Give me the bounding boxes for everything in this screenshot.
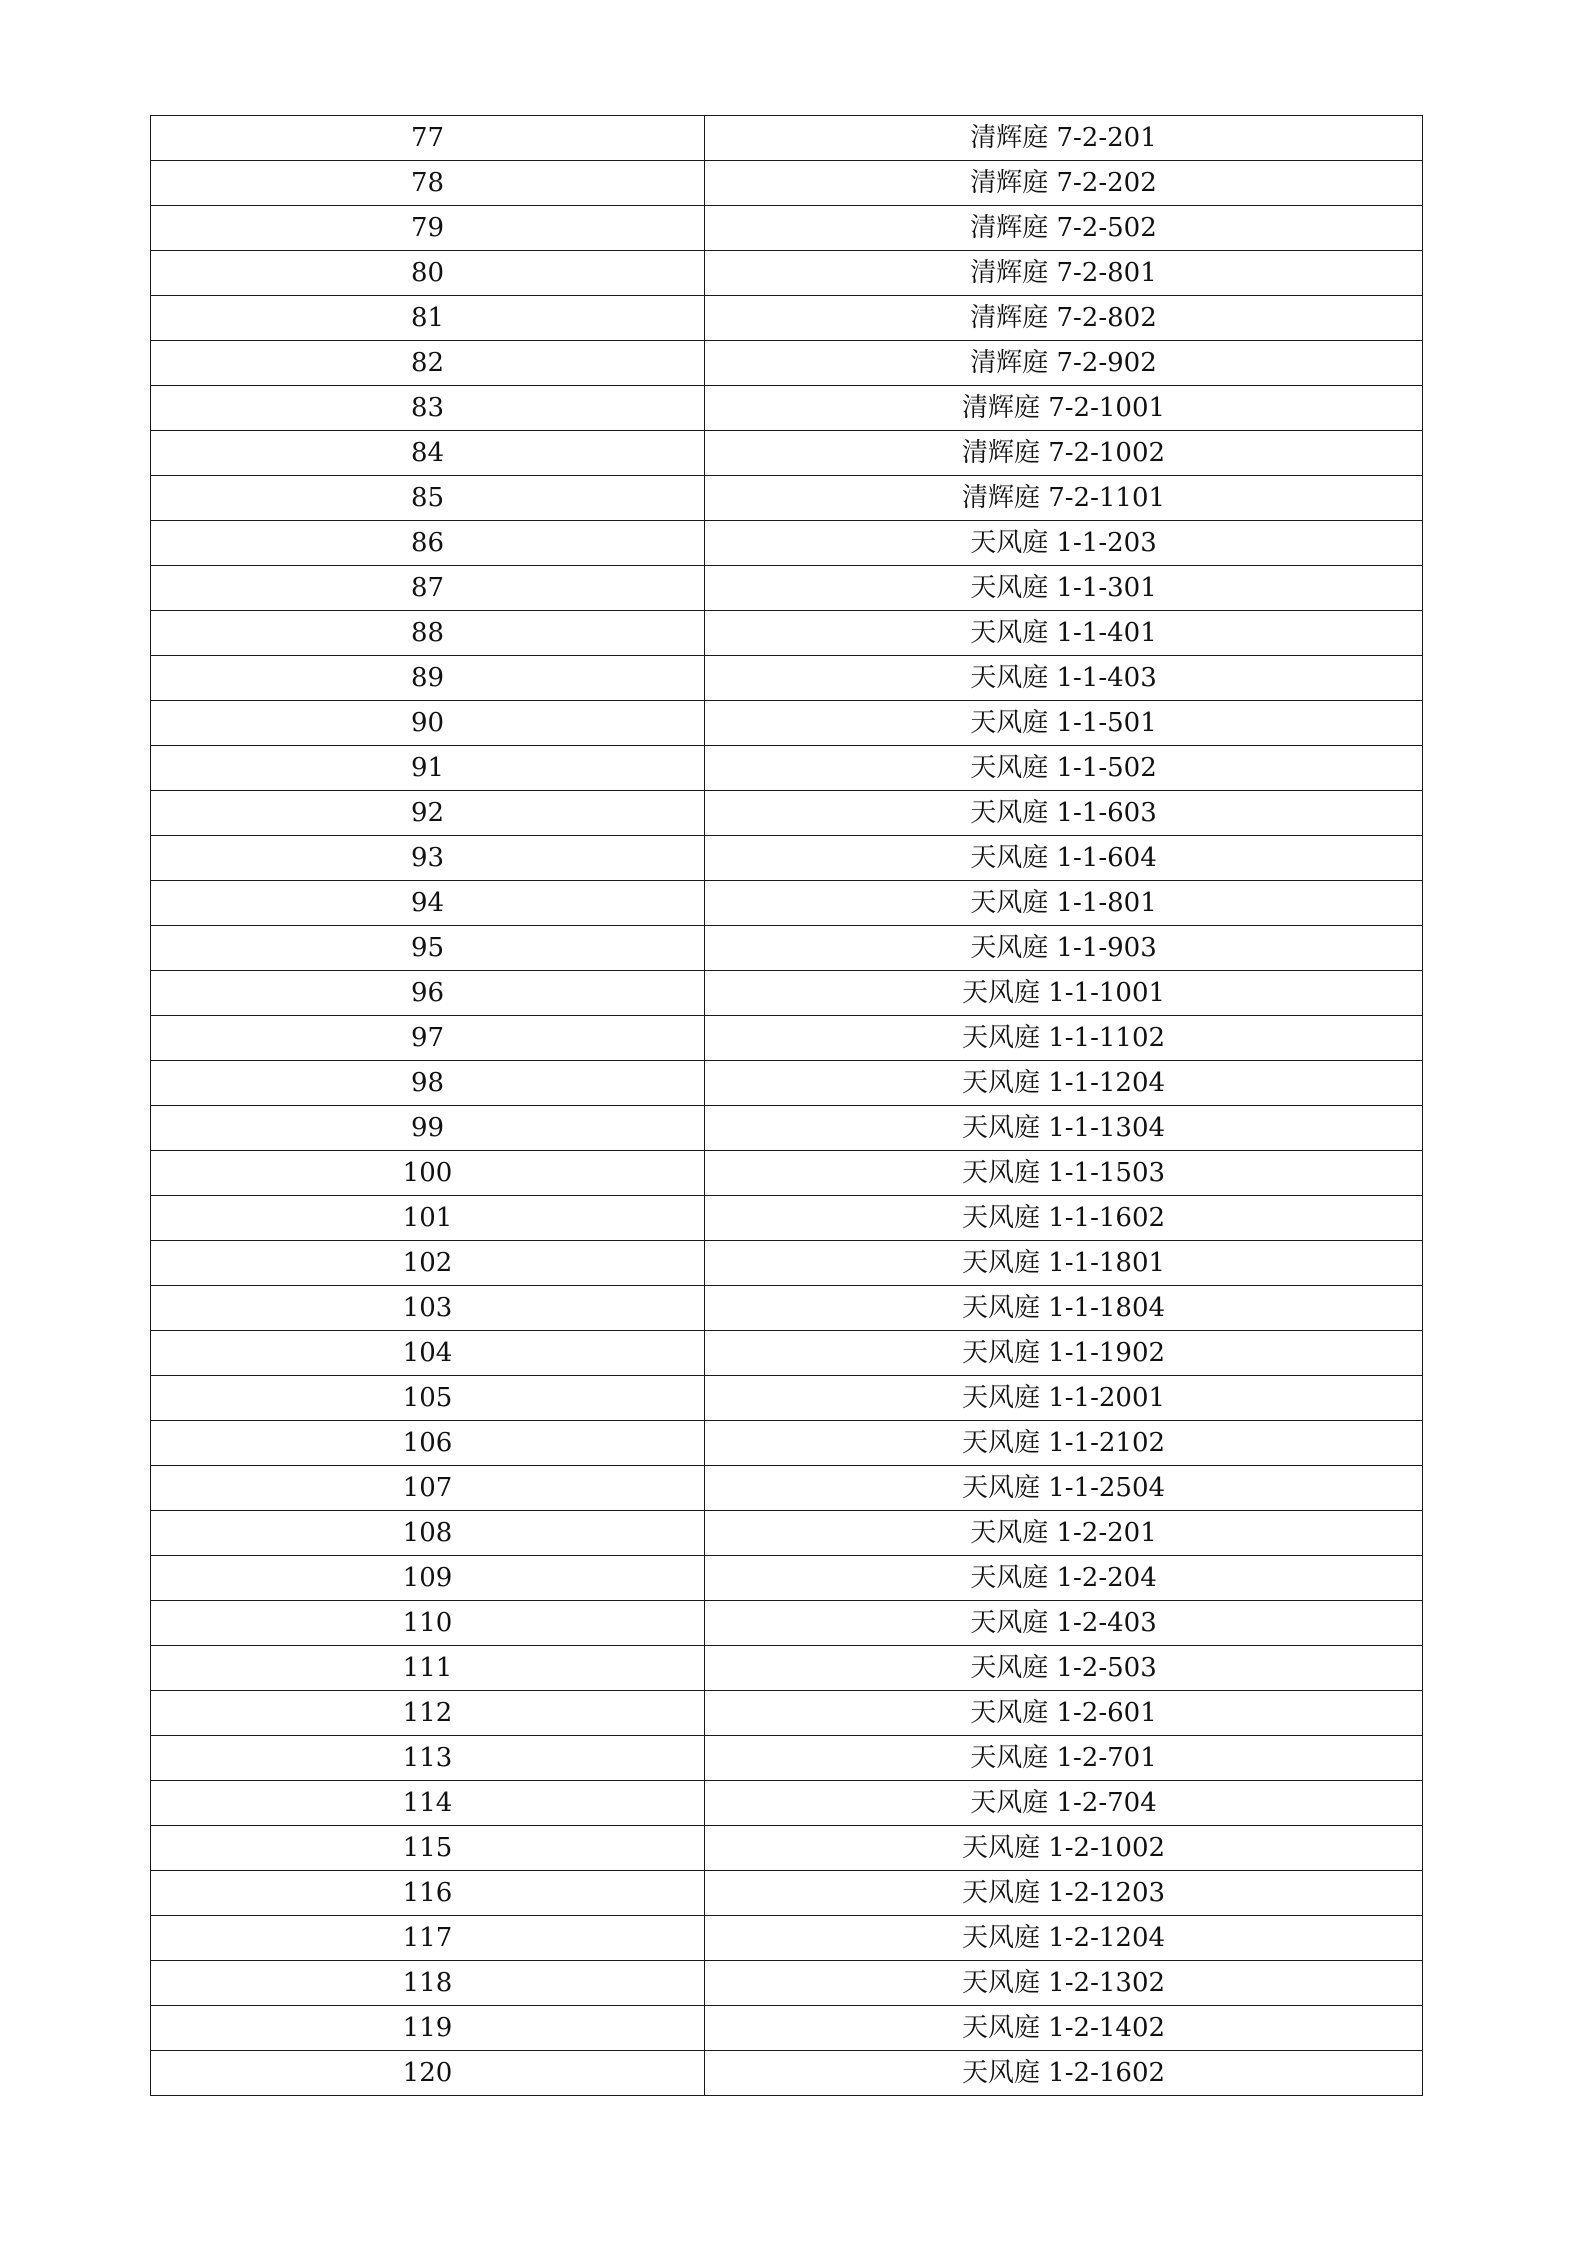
row-number-cell: 79	[151, 206, 705, 251]
table-row	[151, 611, 1423, 656]
row-number-cell: 108	[151, 1511, 705, 1556]
row-number-cell: 98	[151, 1061, 705, 1106]
unit-address-cell: 天风庭 1-2-201	[705, 1511, 1423, 1556]
row-number-cell: 105	[151, 1376, 705, 1421]
unit-address-cell: 天风庭 1-1-1602	[705, 1196, 1423, 1241]
unit-address-cell: 天风庭 1-2-1602	[705, 2051, 1423, 2096]
unit-address-cell: 天风庭 1-1-502	[705, 746, 1423, 791]
row-number-cell: 87	[151, 566, 705, 611]
table-row	[151, 1781, 1423, 1826]
table-row	[151, 926, 1423, 971]
table-row	[151, 1466, 1423, 1511]
row-number-cell: 86	[151, 521, 705, 566]
unit-address-cell: 清辉庭 7-2-502	[705, 206, 1423, 251]
table-row	[151, 1691, 1423, 1736]
table-row	[151, 1331, 1423, 1376]
row-number-cell: 109	[151, 1556, 705, 1601]
row-number-cell: 96	[151, 971, 705, 1016]
table-row	[151, 2006, 1423, 2051]
unit-address-cell: 天风庭 1-1-203	[705, 521, 1423, 566]
unit-address-cell: 清辉庭 7-2-201	[705, 116, 1423, 161]
row-number-cell: 83	[151, 386, 705, 431]
unit-address-cell: 天风庭 1-1-301	[705, 566, 1423, 611]
unit-address-cell: 清辉庭 7-2-902	[705, 341, 1423, 386]
table-row	[151, 161, 1423, 206]
row-number-cell: 81	[151, 296, 705, 341]
table-row	[151, 1151, 1423, 1196]
unit-address-cell: 天风庭 1-1-1001	[705, 971, 1423, 1016]
table-row	[151, 881, 1423, 926]
unit-address-cell: 天风庭 1-1-1801	[705, 1241, 1423, 1286]
row-number-cell: 106	[151, 1421, 705, 1466]
table-row	[151, 116, 1423, 161]
table-row	[151, 296, 1423, 341]
unit-address-cell: 天风庭 1-2-601	[705, 1691, 1423, 1736]
table-row	[151, 386, 1423, 431]
table-row	[151, 1916, 1423, 1961]
row-number-cell: 115	[151, 1826, 705, 1871]
table-row	[151, 2051, 1423, 2096]
row-number-cell: 112	[151, 1691, 705, 1736]
row-number-cell: 80	[151, 251, 705, 296]
unit-address-cell: 天风庭 1-1-1804	[705, 1286, 1423, 1331]
unit-address-cell: 清辉庭 7-2-1002	[705, 431, 1423, 476]
row-number-cell: 107	[151, 1466, 705, 1511]
row-number-cell: 118	[151, 1961, 705, 2006]
row-number-cell: 100	[151, 1151, 705, 1196]
unit-address-cell: 天风庭 1-1-1304	[705, 1106, 1423, 1151]
unit-address-cell: 清辉庭 7-2-801	[705, 251, 1423, 296]
row-number-cell: 94	[151, 881, 705, 926]
table-row	[151, 971, 1423, 1016]
table-row	[151, 341, 1423, 386]
unit-address-cell: 清辉庭 7-2-1101	[705, 476, 1423, 521]
table-row	[151, 701, 1423, 746]
unit-address-cell: 天风庭 1-2-1002	[705, 1826, 1423, 1871]
unit-address-cell: 天风庭 1-1-501	[705, 701, 1423, 746]
table-row	[151, 476, 1423, 521]
row-number-cell: 78	[151, 161, 705, 206]
table-row	[151, 206, 1423, 251]
unit-address-cell: 天风庭 1-1-2102	[705, 1421, 1423, 1466]
table-row	[151, 566, 1423, 611]
row-number-cell: 88	[151, 611, 705, 656]
unit-address-cell: 天风庭 1-1-801	[705, 881, 1423, 926]
unit-list-body	[151, 116, 1423, 2096]
row-number-cell: 111	[151, 1646, 705, 1691]
row-number-cell: 114	[151, 1781, 705, 1826]
table-row	[151, 1511, 1423, 1556]
row-number-cell: 119	[151, 2006, 705, 2051]
table-row	[151, 1241, 1423, 1286]
row-number-cell: 103	[151, 1286, 705, 1331]
unit-address-cell: 天风庭 1-1-401	[705, 611, 1423, 656]
table-row	[151, 1061, 1423, 1106]
row-number-cell: 85	[151, 476, 705, 521]
unit-address-cell: 天风庭 1-1-1204	[705, 1061, 1423, 1106]
table-row	[151, 1646, 1423, 1691]
table-row	[151, 1106, 1423, 1151]
row-number-cell: 113	[151, 1736, 705, 1781]
table-row	[151, 1376, 1423, 1421]
row-number-cell: 90	[151, 701, 705, 746]
unit-address-cell: 天风庭 1-1-603	[705, 791, 1423, 836]
unit-address-cell: 天风庭 1-2-1302	[705, 1961, 1423, 2006]
unit-list-table	[150, 115, 1423, 2096]
unit-address-cell: 天风庭 1-2-704	[705, 1781, 1423, 1826]
row-number-cell: 92	[151, 791, 705, 836]
row-number-cell: 93	[151, 836, 705, 881]
table-row	[151, 836, 1423, 881]
unit-address-cell: 天风庭 1-2-1402	[705, 2006, 1423, 2051]
row-number-cell: 89	[151, 656, 705, 701]
row-number-cell: 116	[151, 1871, 705, 1916]
unit-address-cell: 天风庭 1-1-2504	[705, 1466, 1423, 1511]
unit-address-cell: 清辉庭 7-2-802	[705, 296, 1423, 341]
table-row	[151, 746, 1423, 791]
unit-address-cell: 天风庭 1-1-1902	[705, 1331, 1423, 1376]
table-row	[151, 656, 1423, 701]
unit-address-cell: 天风庭 1-2-403	[705, 1601, 1423, 1646]
table-row	[151, 251, 1423, 296]
row-number-cell: 104	[151, 1331, 705, 1376]
table-row	[151, 1601, 1423, 1646]
row-number-cell: 82	[151, 341, 705, 386]
unit-address-cell: 天风庭 1-1-2001	[705, 1376, 1423, 1421]
unit-address-cell: 天风庭 1-1-1503	[705, 1151, 1423, 1196]
table-row	[151, 431, 1423, 476]
row-number-cell: 95	[151, 926, 705, 971]
unit-address-cell: 天风庭 1-1-903	[705, 926, 1423, 971]
unit-address-cell: 天风庭 1-2-701	[705, 1736, 1423, 1781]
row-number-cell: 99	[151, 1106, 705, 1151]
unit-address-cell: 天风庭 1-2-1204	[705, 1916, 1423, 1961]
row-number-cell: 117	[151, 1916, 705, 1961]
row-number-cell: 77	[151, 116, 705, 161]
table-row	[151, 1871, 1423, 1916]
unit-address-cell: 清辉庭 7-2-202	[705, 161, 1423, 206]
row-number-cell: 84	[151, 431, 705, 476]
table-row	[151, 521, 1423, 566]
unit-address-cell: 天风庭 1-1-403	[705, 656, 1423, 701]
table-row	[151, 1556, 1423, 1601]
unit-address-cell: 天风庭 1-1-604	[705, 836, 1423, 881]
table-row	[151, 1961, 1423, 2006]
row-number-cell: 110	[151, 1601, 705, 1646]
unit-address-cell: 天风庭 1-2-204	[705, 1556, 1423, 1601]
unit-address-cell: 清辉庭 7-2-1001	[705, 386, 1423, 431]
unit-address-cell: 天风庭 1-2-503	[705, 1646, 1423, 1691]
row-number-cell: 101	[151, 1196, 705, 1241]
row-number-cell: 97	[151, 1016, 705, 1061]
table-row	[151, 1421, 1423, 1466]
row-number-cell: 91	[151, 746, 705, 791]
table-row	[151, 1196, 1423, 1241]
table-row	[151, 1736, 1423, 1781]
unit-address-cell: 天风庭 1-2-1203	[705, 1871, 1423, 1916]
table-row	[151, 1286, 1423, 1331]
unit-address-cell: 天风庭 1-1-1102	[705, 1016, 1423, 1061]
table-row	[151, 1826, 1423, 1871]
table-row	[151, 1016, 1423, 1061]
table-row	[151, 791, 1423, 836]
row-number-cell: 120	[151, 2051, 705, 2096]
row-number-cell: 102	[151, 1241, 705, 1286]
